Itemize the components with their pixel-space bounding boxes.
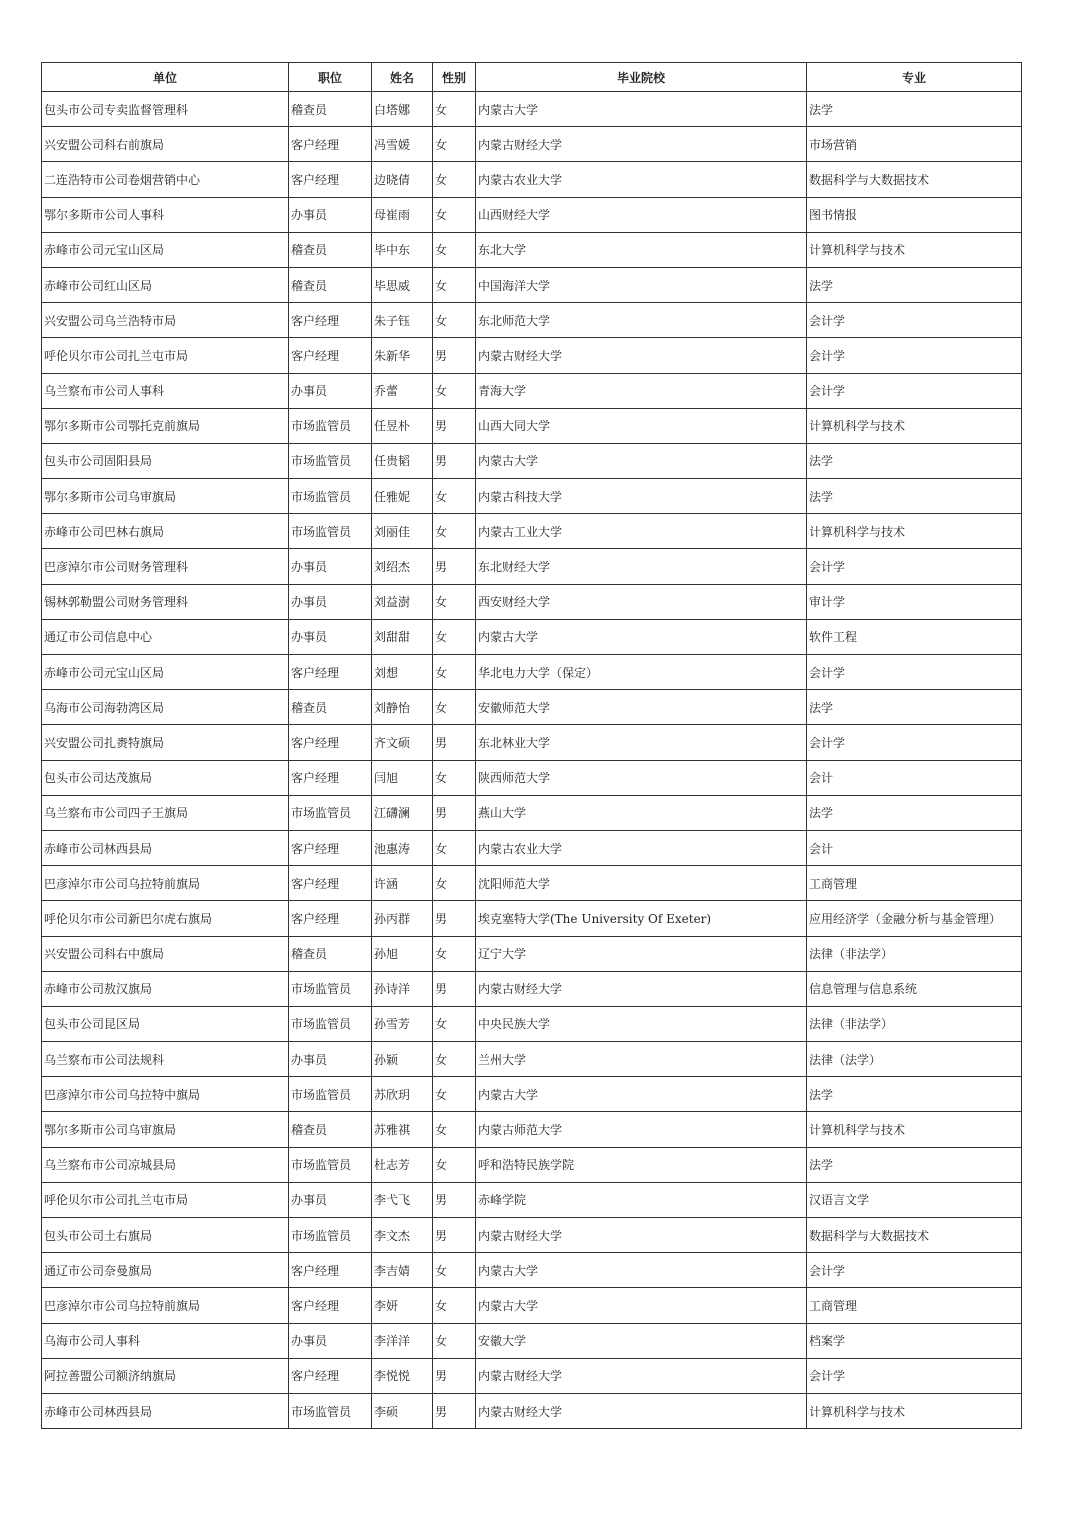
cell-unit: 呼伦贝尔市公司扎兰屯市局 (42, 338, 289, 373)
cell-name: 毕思威 (372, 267, 433, 302)
cell-school: 沈阳师范大学 (476, 866, 807, 901)
cell-school: 辽宁大学 (476, 936, 807, 971)
cell-gender: 男 (433, 549, 476, 584)
cell-unit: 兴安盟公司扎赉特旗局 (42, 725, 289, 760)
table-row (42, 655, 1022, 690)
cell-position: 稽查员 (289, 92, 372, 127)
cell-major: 计算机科学与技术 (807, 1393, 1022, 1428)
cell-unit: 赤峰市公司巴林右旗局 (42, 514, 289, 549)
cell-major: 会计学 (807, 549, 1022, 584)
header-row (42, 63, 1022, 92)
cell-unit: 乌兰察布市公司人事科 (42, 373, 289, 408)
cell-position: 客户经理 (289, 655, 372, 690)
table-row (42, 1147, 1022, 1182)
cell-school: 华北电力大学（保定） (476, 655, 807, 690)
cell-major: 会计学 (807, 373, 1022, 408)
cell-name: 刘静怡 (372, 690, 433, 725)
cell-school: 中国海洋大学 (476, 267, 807, 302)
personnel-table (41, 62, 1022, 1429)
cell-major: 工商管理 (807, 866, 1022, 901)
cell-position: 办事员 (289, 549, 372, 584)
cell-school: 内蒙古财经大学 (476, 1393, 807, 1428)
cell-major: 会计 (807, 760, 1022, 795)
cell-position: 市场监管员 (289, 1147, 372, 1182)
cell-name: 任贵韬 (372, 443, 433, 478)
cell-school: 内蒙古财经大学 (476, 127, 807, 162)
cell-name: 李弋飞 (372, 1182, 433, 1217)
table-row (42, 830, 1022, 865)
cell-gender: 女 (433, 690, 476, 725)
header-gender: 性别 (433, 63, 476, 92)
cell-gender: 男 (433, 901, 476, 936)
cell-position: 市场监管员 (289, 1077, 372, 1112)
cell-position: 稽查员 (289, 232, 372, 267)
cell-gender: 女 (433, 1077, 476, 1112)
table-row (42, 1112, 1022, 1147)
cell-name: 李文杰 (372, 1218, 433, 1253)
cell-major: 档案学 (807, 1323, 1022, 1358)
table-row (42, 408, 1022, 443)
cell-unit: 兴安盟公司科右中旗局 (42, 936, 289, 971)
cell-unit: 阿拉善盟公司额济纳旗局 (42, 1358, 289, 1393)
cell-unit: 二连浩特市公司卷烟营销中心 (42, 162, 289, 197)
cell-gender: 男 (433, 408, 476, 443)
cell-position: 办事员 (289, 1182, 372, 1217)
cell-school: 内蒙古大学 (476, 92, 807, 127)
cell-major: 数据科学与大数据技术 (807, 1218, 1022, 1253)
cell-name: 李妍 (372, 1288, 433, 1323)
cell-major: 计算机科学与技术 (807, 408, 1022, 443)
table-row (42, 1218, 1022, 1253)
cell-major: 法学 (807, 1077, 1022, 1112)
cell-unit: 鄂尔多斯市公司乌审旗局 (42, 479, 289, 514)
cell-gender: 女 (433, 479, 476, 514)
table-body (42, 92, 1022, 1429)
cell-position: 客户经理 (289, 162, 372, 197)
cell-unit: 呼伦贝尔市公司新巴尔虎右旗局 (42, 901, 289, 936)
cell-school: 内蒙古大学 (476, 1288, 807, 1323)
table-row (42, 1323, 1022, 1358)
cell-position: 市场监管员 (289, 1393, 372, 1428)
cell-school: 赤峰学院 (476, 1182, 807, 1217)
cell-position: 客户经理 (289, 725, 372, 760)
cell-unit: 乌兰察布市公司法规科 (42, 1042, 289, 1077)
cell-major: 会计学 (807, 303, 1022, 338)
cell-position: 客户经理 (289, 830, 372, 865)
cell-gender: 女 (433, 1042, 476, 1077)
cell-name: 苏雅祺 (372, 1112, 433, 1147)
cell-major: 会计学 (807, 1358, 1022, 1393)
table-row (42, 1253, 1022, 1288)
cell-gender: 女 (433, 127, 476, 162)
cell-position: 市场监管员 (289, 1006, 372, 1041)
cell-gender: 女 (433, 1147, 476, 1182)
cell-unit: 兴安盟公司乌兰浩特市局 (42, 303, 289, 338)
cell-major: 信息管理与信息系统 (807, 971, 1022, 1006)
cell-name: 白塔娜 (372, 92, 433, 127)
table-row (42, 725, 1022, 760)
table-row (42, 373, 1022, 408)
cell-name: 孙雪芳 (372, 1006, 433, 1041)
cell-unit: 通辽市公司信息中心 (42, 619, 289, 654)
cell-major: 法学 (807, 267, 1022, 302)
table-row (42, 303, 1022, 338)
table-row (42, 443, 1022, 478)
cell-major: 法学 (807, 1147, 1022, 1182)
cell-position: 客户经理 (289, 760, 372, 795)
cell-major: 会计学 (807, 1253, 1022, 1288)
cell-major: 法学 (807, 92, 1022, 127)
cell-major: 计算机科学与技术 (807, 514, 1022, 549)
cell-name: 齐文硕 (372, 725, 433, 760)
cell-name: 孙旭 (372, 936, 433, 971)
cell-unit: 巴彦淖尔市公司乌拉特前旗局 (42, 1288, 289, 1323)
cell-gender: 女 (433, 1288, 476, 1323)
cell-unit: 鄂尔多斯市公司乌审旗局 (42, 1112, 289, 1147)
cell-name: 孙诗洋 (372, 971, 433, 1006)
cell-unit: 鄂尔多斯市公司鄂托克前旗局 (42, 408, 289, 443)
cell-position: 客户经理 (289, 338, 372, 373)
cell-name: 冯雪媛 (372, 127, 433, 162)
cell-name: 孙丙群 (372, 901, 433, 936)
cell-name: 刘丽佳 (372, 514, 433, 549)
cell-major: 法学 (807, 479, 1022, 514)
cell-gender: 女 (433, 373, 476, 408)
table-row (42, 479, 1022, 514)
cell-school: 内蒙古财经大学 (476, 1218, 807, 1253)
cell-school: 东北财经大学 (476, 549, 807, 584)
header-unit: 单位 (42, 63, 289, 92)
cell-position: 稽查员 (289, 1112, 372, 1147)
cell-unit: 赤峰市公司红山区局 (42, 267, 289, 302)
cell-name: 刘益澍 (372, 584, 433, 619)
cell-school: 内蒙古财经大学 (476, 971, 807, 1006)
cell-gender: 女 (433, 197, 476, 232)
cell-gender: 女 (433, 232, 476, 267)
cell-position: 客户经理 (289, 901, 372, 936)
cell-gender: 男 (433, 971, 476, 1006)
cell-major: 会计学 (807, 338, 1022, 373)
cell-major: 会计 (807, 830, 1022, 865)
cell-gender: 女 (433, 760, 476, 795)
table-row (42, 232, 1022, 267)
cell-position: 客户经理 (289, 866, 372, 901)
table-row (42, 1077, 1022, 1112)
table-row (42, 619, 1022, 654)
cell-unit: 赤峰市公司林西县局 (42, 830, 289, 865)
cell-major: 汉语言文学 (807, 1182, 1022, 1217)
cell-school: 内蒙古工业大学 (476, 514, 807, 549)
cell-school: 青海大学 (476, 373, 807, 408)
cell-name: 李悦悦 (372, 1358, 433, 1393)
cell-major: 法学 (807, 690, 1022, 725)
cell-position: 客户经理 (289, 1358, 372, 1393)
cell-major: 法学 (807, 795, 1022, 830)
cell-gender: 男 (433, 338, 476, 373)
cell-unit: 包头市公司达茂旗局 (42, 760, 289, 795)
cell-gender: 女 (433, 1006, 476, 1041)
cell-unit: 包头市公司固阳县局 (42, 443, 289, 478)
cell-unit: 巴彦淖尔市公司乌拉特前旗局 (42, 866, 289, 901)
cell-major: 会计学 (807, 725, 1022, 760)
table-row (42, 162, 1022, 197)
cell-name: 边晓倩 (372, 162, 433, 197)
table-row (42, 549, 1022, 584)
cell-name: 李洋洋 (372, 1323, 433, 1358)
table-row (42, 1182, 1022, 1217)
cell-unit: 赤峰市公司元宝山区局 (42, 655, 289, 690)
cell-school: 内蒙古农业大学 (476, 162, 807, 197)
table-row (42, 1042, 1022, 1077)
cell-gender: 女 (433, 267, 476, 302)
cell-major: 会计学 (807, 655, 1022, 690)
cell-name: 刘绍杰 (372, 549, 433, 584)
cell-gender: 男 (433, 1358, 476, 1393)
cell-school: 内蒙古财经大学 (476, 1358, 807, 1393)
cell-school: 东北林业大学 (476, 725, 807, 760)
cell-position: 稽查员 (289, 690, 372, 725)
cell-unit: 鄂尔多斯市公司人事科 (42, 197, 289, 232)
table-row (42, 866, 1022, 901)
cell-position: 客户经理 (289, 1288, 372, 1323)
cell-major: 法学 (807, 443, 1022, 478)
table-header (42, 63, 1022, 92)
cell-name: 杜志芳 (372, 1147, 433, 1182)
cell-position: 市场监管员 (289, 514, 372, 549)
cell-gender: 女 (433, 1323, 476, 1358)
cell-major: 数据科学与大数据技术 (807, 162, 1022, 197)
cell-unit: 乌兰察布市公司四子王旗局 (42, 795, 289, 830)
cell-school: 燕山大学 (476, 795, 807, 830)
cell-name: 朱新华 (372, 338, 433, 373)
cell-name: 刘甜甜 (372, 619, 433, 654)
cell-unit: 包头市公司昆区局 (42, 1006, 289, 1041)
header-major: 专业 (807, 63, 1022, 92)
cell-gender: 女 (433, 92, 476, 127)
cell-major: 计算机科学与技术 (807, 232, 1022, 267)
table-row (42, 690, 1022, 725)
cell-school: 山西财经大学 (476, 197, 807, 232)
cell-school: 埃克塞特大学(The University Of Exeter) (476, 901, 807, 936)
cell-gender: 男 (433, 1182, 476, 1217)
cell-name: 许涵 (372, 866, 433, 901)
cell-unit: 乌兰察布市公司凉城县局 (42, 1147, 289, 1182)
cell-school: 内蒙古科技大学 (476, 479, 807, 514)
cell-gender: 女 (433, 1253, 476, 1288)
cell-gender: 女 (433, 1112, 476, 1147)
cell-name: 池惠涛 (372, 830, 433, 865)
cell-position: 办事员 (289, 197, 372, 232)
cell-gender: 女 (433, 619, 476, 654)
table-row (42, 1358, 1022, 1393)
cell-major: 法律（法学） (807, 1042, 1022, 1077)
cell-name: 李吉婧 (372, 1253, 433, 1288)
cell-major: 市场营销 (807, 127, 1022, 162)
cell-name: 任昱朴 (372, 408, 433, 443)
cell-gender: 男 (433, 795, 476, 830)
cell-major: 图书情报 (807, 197, 1022, 232)
cell-school: 中央民族大学 (476, 1006, 807, 1041)
cell-name: 苏欣玥 (372, 1077, 433, 1112)
cell-position: 市场监管员 (289, 971, 372, 1006)
cell-school: 内蒙古大学 (476, 443, 807, 478)
cell-position: 办事员 (289, 1323, 372, 1358)
table-row (42, 936, 1022, 971)
header-name: 姓名 (372, 63, 433, 92)
cell-unit: 包头市公司专卖监督管理科 (42, 92, 289, 127)
cell-position: 客户经理 (289, 1253, 372, 1288)
cell-gender: 女 (433, 303, 476, 338)
cell-name: 任雅妮 (372, 479, 433, 514)
cell-name: 母崔雨 (372, 197, 433, 232)
cell-position: 市场监管员 (289, 795, 372, 830)
table-row (42, 584, 1022, 619)
cell-school: 西安财经大学 (476, 584, 807, 619)
table-row (42, 1006, 1022, 1041)
cell-gender: 男 (433, 1218, 476, 1253)
cell-unit: 通辽市公司奈曼旗局 (42, 1253, 289, 1288)
cell-unit: 包头市公司土右旗局 (42, 1218, 289, 1253)
cell-school: 内蒙古大学 (476, 619, 807, 654)
cell-position: 办事员 (289, 1042, 372, 1077)
cell-unit: 赤峰市公司林西县局 (42, 1393, 289, 1428)
cell-name: 孙颖 (372, 1042, 433, 1077)
cell-gender: 女 (433, 655, 476, 690)
cell-gender: 女 (433, 936, 476, 971)
cell-name: 毕中东 (372, 232, 433, 267)
table-row (42, 901, 1022, 936)
cell-gender: 女 (433, 830, 476, 865)
cell-position: 办事员 (289, 373, 372, 408)
cell-position: 客户经理 (289, 127, 372, 162)
cell-position: 办事员 (289, 619, 372, 654)
cell-position: 稽查员 (289, 936, 372, 971)
cell-major: 工商管理 (807, 1288, 1022, 1323)
cell-gender: 男 (433, 1393, 476, 1428)
cell-school: 兰州大学 (476, 1042, 807, 1077)
cell-name: 朱子钰 (372, 303, 433, 338)
cell-position: 市场监管员 (289, 479, 372, 514)
table-row (42, 1288, 1022, 1323)
cell-name: 乔蕾 (372, 373, 433, 408)
table-row (42, 514, 1022, 549)
table-row (42, 338, 1022, 373)
cell-name: 闫旭 (372, 760, 433, 795)
cell-major: 法律（非法学） (807, 1006, 1022, 1041)
cell-unit: 兴安盟公司科右前旗局 (42, 127, 289, 162)
cell-name: 李硕 (372, 1393, 433, 1428)
cell-gender: 女 (433, 866, 476, 901)
table-row (42, 1393, 1022, 1428)
cell-major: 计算机科学与技术 (807, 1112, 1022, 1147)
cell-school: 内蒙古大学 (476, 1077, 807, 1112)
cell-unit: 巴彦淖尔市公司乌拉特中旗局 (42, 1077, 289, 1112)
cell-position: 市场监管员 (289, 1218, 372, 1253)
cell-unit: 锡林郭勒盟公司财务管理科 (42, 584, 289, 619)
cell-gender: 男 (433, 443, 476, 478)
cell-unit: 赤峰市公司元宝山区局 (42, 232, 289, 267)
cell-school: 东北大学 (476, 232, 807, 267)
cell-major: 软件工程 (807, 619, 1022, 654)
cell-school: 安徽大学 (476, 1323, 807, 1358)
cell-gender: 女 (433, 514, 476, 549)
cell-school: 内蒙古财经大学 (476, 338, 807, 373)
cell-position: 市场监管员 (289, 443, 372, 478)
cell-school: 安徽师范大学 (476, 690, 807, 725)
cell-gender: 女 (433, 584, 476, 619)
cell-unit: 乌海市公司人事科 (42, 1323, 289, 1358)
header-position: 职位 (289, 63, 372, 92)
cell-unit: 乌海市公司海勃湾区局 (42, 690, 289, 725)
table-row (42, 197, 1022, 232)
cell-position: 办事员 (289, 584, 372, 619)
table-row (42, 267, 1022, 302)
cell-unit: 呼伦贝尔市公司扎兰屯市局 (42, 1182, 289, 1217)
cell-name: 刘想 (372, 655, 433, 690)
table-row (42, 127, 1022, 162)
cell-school: 陕西师范大学 (476, 760, 807, 795)
cell-unit: 巴彦淖尔市公司财务管理科 (42, 549, 289, 584)
header-school: 毕业院校 (476, 63, 807, 92)
cell-major: 审计学 (807, 584, 1022, 619)
table-row (42, 760, 1022, 795)
cell-school: 内蒙古师范大学 (476, 1112, 807, 1147)
cell-school: 内蒙古大学 (476, 1253, 807, 1288)
cell-name: 江礴澜 (372, 795, 433, 830)
cell-major: 法律（非法学） (807, 936, 1022, 971)
table-row (42, 795, 1022, 830)
cell-gender: 男 (433, 725, 476, 760)
table-row (42, 971, 1022, 1006)
cell-gender: 女 (433, 162, 476, 197)
cell-position: 客户经理 (289, 303, 372, 338)
cell-school: 呼和浩特民族学院 (476, 1147, 807, 1182)
cell-school: 山西大同大学 (476, 408, 807, 443)
cell-position: 稽查员 (289, 267, 372, 302)
table-row (42, 92, 1022, 127)
cell-major: 应用经济学（金融分析与基金管理） (807, 901, 1022, 936)
cell-school: 内蒙古农业大学 (476, 830, 807, 865)
cell-unit: 赤峰市公司敖汉旗局 (42, 971, 289, 1006)
cell-position: 市场监管员 (289, 408, 372, 443)
cell-school: 东北师范大学 (476, 303, 807, 338)
